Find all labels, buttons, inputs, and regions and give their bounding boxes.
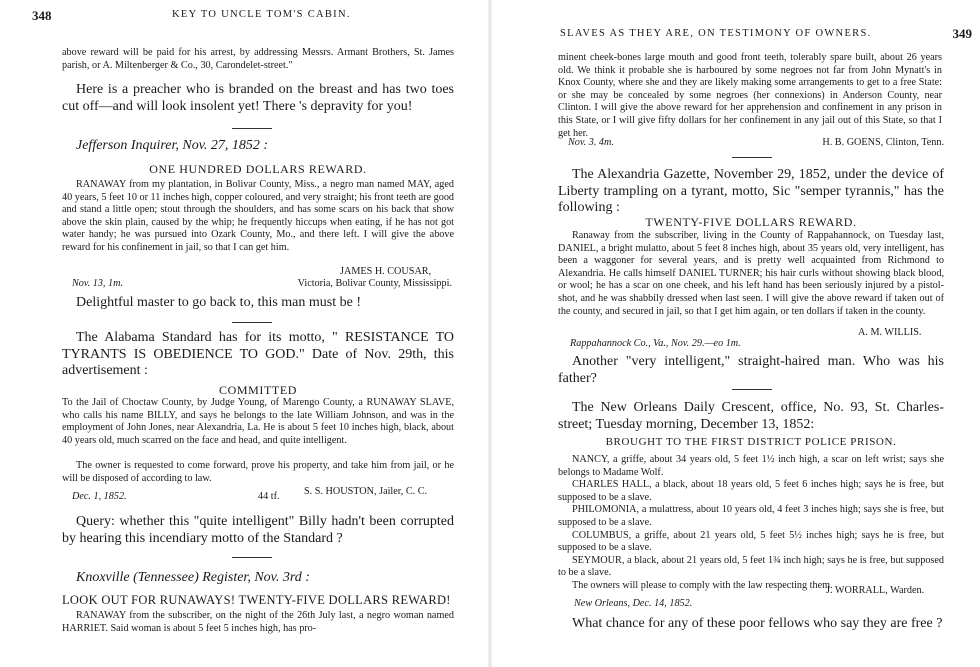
ad1-footer	[72, 278, 452, 289]
owners-note: The owners will please to comply with the law respecting them.	[572, 579, 833, 591]
left-running-head: KEY TO UNCLE TOM'S CABIN.	[172, 9, 351, 20]
right-ad1-signer: A. M. WILLIS.	[858, 327, 922, 338]
ad2-date: Dec. 1, 1852.	[72, 491, 127, 502]
prisoner-entry: CHARLES HALL, a black, about 18 years old, 5 feet 6 inches high; says he is free, but supposed to be a slave.	[558, 479, 944, 503]
ad1-source: Jefferson Inquirer, Nov. 27, 1852 :	[76, 138, 269, 153]
divider	[232, 557, 272, 558]
right-ad1-intro: The Alexandria Gazette, November 29, 1852, under the device of Liberty trampling on a tyrant, motto, Sic "semper tyrannis," has the following :	[558, 167, 944, 215]
right-carry-over: minent cheek-bones large mouth and good front teeth, tolerably spare built, about 26 years old. We think it probable she is harboured by some negroes not far from John Mynatt's in Knox County, where she and they are likely making some arrangements to get to a free State: or she may be concealed by some negroes (her connexions) in Anderson County, near Clinton. I will give the above reward for her apprehension and confinement in any prison in this State, or I will give fifty dollars for her confinement in any jail out of this State, so that I get her.	[558, 52, 942, 139]
ad1-place: Victoria, Bolivar County, Mississippi.	[297, 278, 452, 289]
prisoner-list	[558, 454, 944, 593]
query-comment: Query: whether this "quite intelligent" Billy hadn't been corrupted by hearing this incendiary motto of the Standard ?	[62, 514, 454, 546]
right-ad1-title: TWENTY-FIVE DOLLARS REWARD.	[645, 215, 857, 229]
ad2-footer	[72, 491, 372, 502]
right-ad1-place: Rappahannock Co., Va., Nov. 29.—eo 1m.	[570, 338, 741, 349]
right-ad2-title: BROUGHT TO THE FIRST DISTRICT POLICE PRISON.	[605, 436, 897, 448]
right-ad2-date: New Orleans, Dec. 14, 1852.	[574, 598, 693, 609]
right-header	[560, 28, 972, 39]
right-carry-footer	[568, 137, 944, 148]
prisoner-entry: NANCY, a griffe, about 34 years old, 5 feet 1½ inch high, a scar on left wrist; says she belongs to Madame Wolf.	[558, 454, 944, 478]
divider	[732, 389, 772, 390]
ad1-title: ONE HUNDRED DOLLARS REWARD.	[149, 162, 367, 176]
right-ad2-signer: J. WORRALL, Warden.	[826, 585, 925, 596]
left-header	[32, 8, 470, 24]
ad2-signer: S. S. HOUSTON, Jailer, C. C.	[304, 486, 428, 497]
left-carry-over: above reward will be paid for his arrest, by addressing Messrs. Armant Brothers, St. James parish, or A. Miltenberger & Co., 30, Carondelet-street."	[62, 47, 454, 71]
divider	[232, 128, 272, 129]
prisoner-entry: PHILOMONIA, a mulattress, about 10 years old, 4 feet 3 inches high; says she is free, but supposed to be a slave.	[558, 504, 944, 528]
prisoner-entry: COLUMBUS, a griffe, about 21 years old, 5 feet 5½ inches high; says he is free, but supposed to be a slave.	[558, 529, 944, 554]
carry-signer: H. B. GOENS, Clinton, Tenn.	[822, 137, 944, 148]
right-page	[490, 0, 980, 667]
left-page-number: 348	[32, 8, 52, 23]
divider	[732, 157, 772, 158]
right-running-head: SLAVES AS THEY ARE, ON TESTIMONY OF OWNERS.	[560, 28, 872, 39]
prisoner-entry: SEYMOUR, a black, about 21 years old, 5 feet 1¾ inch high; says he is free, but supposed to be a slave.	[558, 554, 944, 579]
ad3-body: RANAWAY from the subscriber, on the night of the 26th July last, a negro woman named HARRIET. Said woman is about 5 feet 5 inches high, has pro-	[62, 610, 454, 634]
ad2-title: COMMITTED	[218, 383, 298, 397]
right-ad2-intro: The New Orleans Daily Crescent, office, No. 93, St. Charles-street; Tuesday morning, December 13, 1852:	[558, 400, 944, 432]
ad3-source: Knoxville (Tennessee) Register, Nov. 3rd :	[76, 570, 310, 585]
right-ad1-body: Ranaway from the subscriber, living in the County of Rappahannock, on Tuesday last, DANIEL, a bright mulatto, about 5 feet 8 inches high, about 35 years old, very intelligent, has been a waggoner for several years, and is pretty well acquainted from Richmond to Alexandria. He calls himself DANIEL TURNER; his hair curls without showing black blood, or wool; he has a scar on one cheek, and his left hand has been seriously injured by a pistol-shot, and he was shabbily dressed when last seen. I will give the above reward if taken out of the county, and secured in jail, so that I get him again, or ten dollars if taken in the county.	[558, 230, 944, 317]
carry-date: Nov. 3. 4m.	[568, 137, 614, 148]
ad1-body: RANAWAY from my plantation, in Bolivar County, Miss., a negro man named MAY, aged 40 years, 5 feet 10 or 11 inches high, copper coloured, and very straight; his front teeth are good and stand a little open; stout through the shoulders, and has some scars on his back that show above the skin plain, caused by the whip; he frequently hiccups when eating, if he has not got water handy; he was pursued into Ozark County, Mo., and there left. I will give the above reward for his confinement in jail, so that I can get him.	[62, 179, 455, 253]
divider	[232, 322, 272, 323]
ad2-intro: The Alabama Standard has for its motto, " RESISTANCE TO TYRANTS IS OBEDIENCE TO GOD." Date of Nov. 29th, this advertisement :	[62, 330, 454, 378]
right-page-number: 349	[952, 26, 972, 41]
ad1-signer: JAMES H. COUSAR,	[340, 266, 432, 277]
ad2-code: 44 tf.	[258, 491, 280, 502]
ad2-body: To the Jail of Choctaw County, by Judge Young, of Marengo County, a RUNAWAY SLAVE, who calls his name BILLY, and says he belongs to the late William Johnson, and was in the employment of John Jones, near Alexandria, La. He is about 5 feet 10 inches high, black, about 40 years old, much scarred on the face and head, and quite intelligent.	[62, 397, 454, 446]
right-comment-intelligent: Another "very intelligent," straight-haired man. Who was his father?	[558, 354, 944, 386]
ad2-body-owner: The owner is requested to come forward, prove his property, and take him from jail, or he will be disposed of according to law.	[62, 460, 454, 484]
comment-delightful: Delightful master to go back to, this man must be !	[76, 295, 362, 310]
preacher-comment: Here is a preacher who is branded on the breast and has two toes cut off—and will look insolent yet! There 's depravity for you!	[62, 82, 454, 114]
closing-comment: What chance for any of these poor fellows who say they are free ?	[572, 616, 943, 631]
ad3-title: LOOK OUT FOR RUNAWAYS! TWENTY-FIVE DOLLARS REWARD!	[62, 593, 451, 607]
ad1-date: Nov. 13, 1m.	[72, 278, 124, 289]
